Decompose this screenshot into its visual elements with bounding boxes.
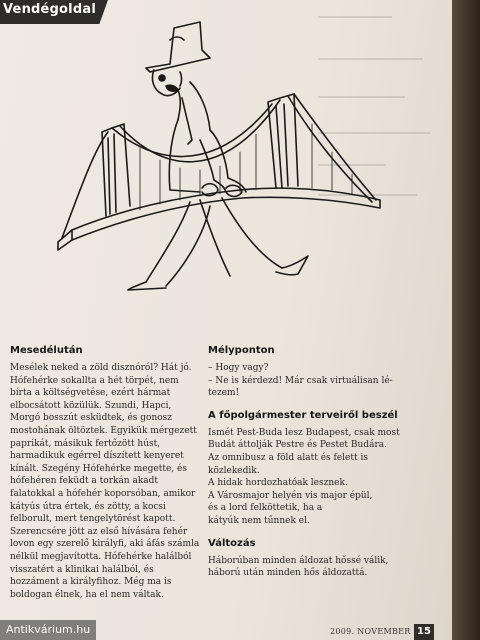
text-line: hozzáment a királyfihoz. Még ma is	[10, 577, 172, 588]
text-line: bírta a költségvetése, ezért hármat	[10, 388, 171, 399]
text-line: és a lord felköttetik, ha a	[208, 503, 323, 514]
text-line: Mesélek neked a zöld disznóról? Hát jó.	[10, 363, 192, 373]
section-title: Vendégoldal	[3, 2, 96, 17]
article-fopolgarmester	[208, 410, 408, 528]
text-line: mostohának öltöztek. Egyikük mérgezett	[10, 425, 197, 436]
text-line: elbocsátott közülük. Szundi, Hapci,	[10, 400, 172, 411]
text-line: Morgó bosszút esküdtek, és gonosz	[10, 413, 173, 424]
text-line: – Ne is kérdezd! Már csak virtuálisan lé-	[208, 375, 393, 386]
text-line: Szerencsére jött az első hívására fehér	[10, 526, 188, 537]
cartoon-man-carrying-bridge	[50, 20, 390, 300]
text-line: kátyúk nem tűnnek el.	[208, 515, 310, 526]
text-line: Budát áttolják Pestre és Pestet Budára.	[208, 440, 387, 451]
right-column	[208, 345, 408, 580]
text-line: A Városmajor helyén vis major épül,	[208, 490, 373, 501]
text-line: közlekedik.	[208, 465, 260, 476]
text-line: Ismét Pest-Buda lesz Budapest, csak most	[208, 427, 400, 438]
text-line: harmadikuk egérrel díszített kenyeret	[10, 451, 184, 462]
text-line: Az omnibusz a föld alatt és felett is	[208, 452, 368, 463]
book-spine-edge	[452, 0, 480, 640]
text-line: nélkül megjavította. Hófehérke halálból	[10, 551, 192, 562]
text-line: felborult, mert tengelytörést kapott.	[10, 514, 176, 525]
article-valtozas	[208, 538, 408, 580]
article-heading: Mesedélután	[10, 345, 83, 356]
text-line: háború után minden hős áldozattá.	[208, 568, 368, 579]
text-line: A hidak hordozhatóak lesznek.	[208, 478, 348, 489]
text-line: paprikát, másikuk fertőzött húst,	[10, 438, 161, 449]
text-line: kátyús útra értek, és zötty, a kocsi	[10, 501, 166, 512]
text-line: hófehéren feküdt a torkán akadt	[10, 476, 159, 487]
text-line: – Hogy vagy?	[208, 363, 269, 373]
article-heading: Változás	[208, 537, 256, 549]
article-heading: Mélyponton	[208, 345, 275, 356]
text-line: tezem!	[208, 388, 240, 399]
article-heading: A főpolgármester terveiről beszél	[208, 409, 398, 421]
text-line: boldogan élnek, ha el nem váltak.	[10, 589, 164, 600]
watermark-label: Antikvárium.hu	[0, 620, 96, 640]
text-line: Hófehérke sokallta a hét törpét, nem	[10, 375, 179, 386]
issue-date: 2009. NOVEMBER	[330, 627, 411, 636]
text-line: lovon egy szerelő királyfi, aki áfás számla	[10, 539, 200, 550]
text-line: kínált. Szegény Hófehérke megette, és	[10, 463, 187, 474]
page-number: 15	[414, 624, 434, 640]
text-line: Háborúban minden áldozat hőssé válik,	[208, 555, 389, 566]
text-line: falatokkal a hófehér koporsóban, amikor	[10, 488, 196, 499]
text-line: visszatért a klinikai halálból, és	[10, 564, 154, 575]
article-melyponton	[208, 345, 408, 400]
article-mesedelutan	[10, 345, 200, 601]
